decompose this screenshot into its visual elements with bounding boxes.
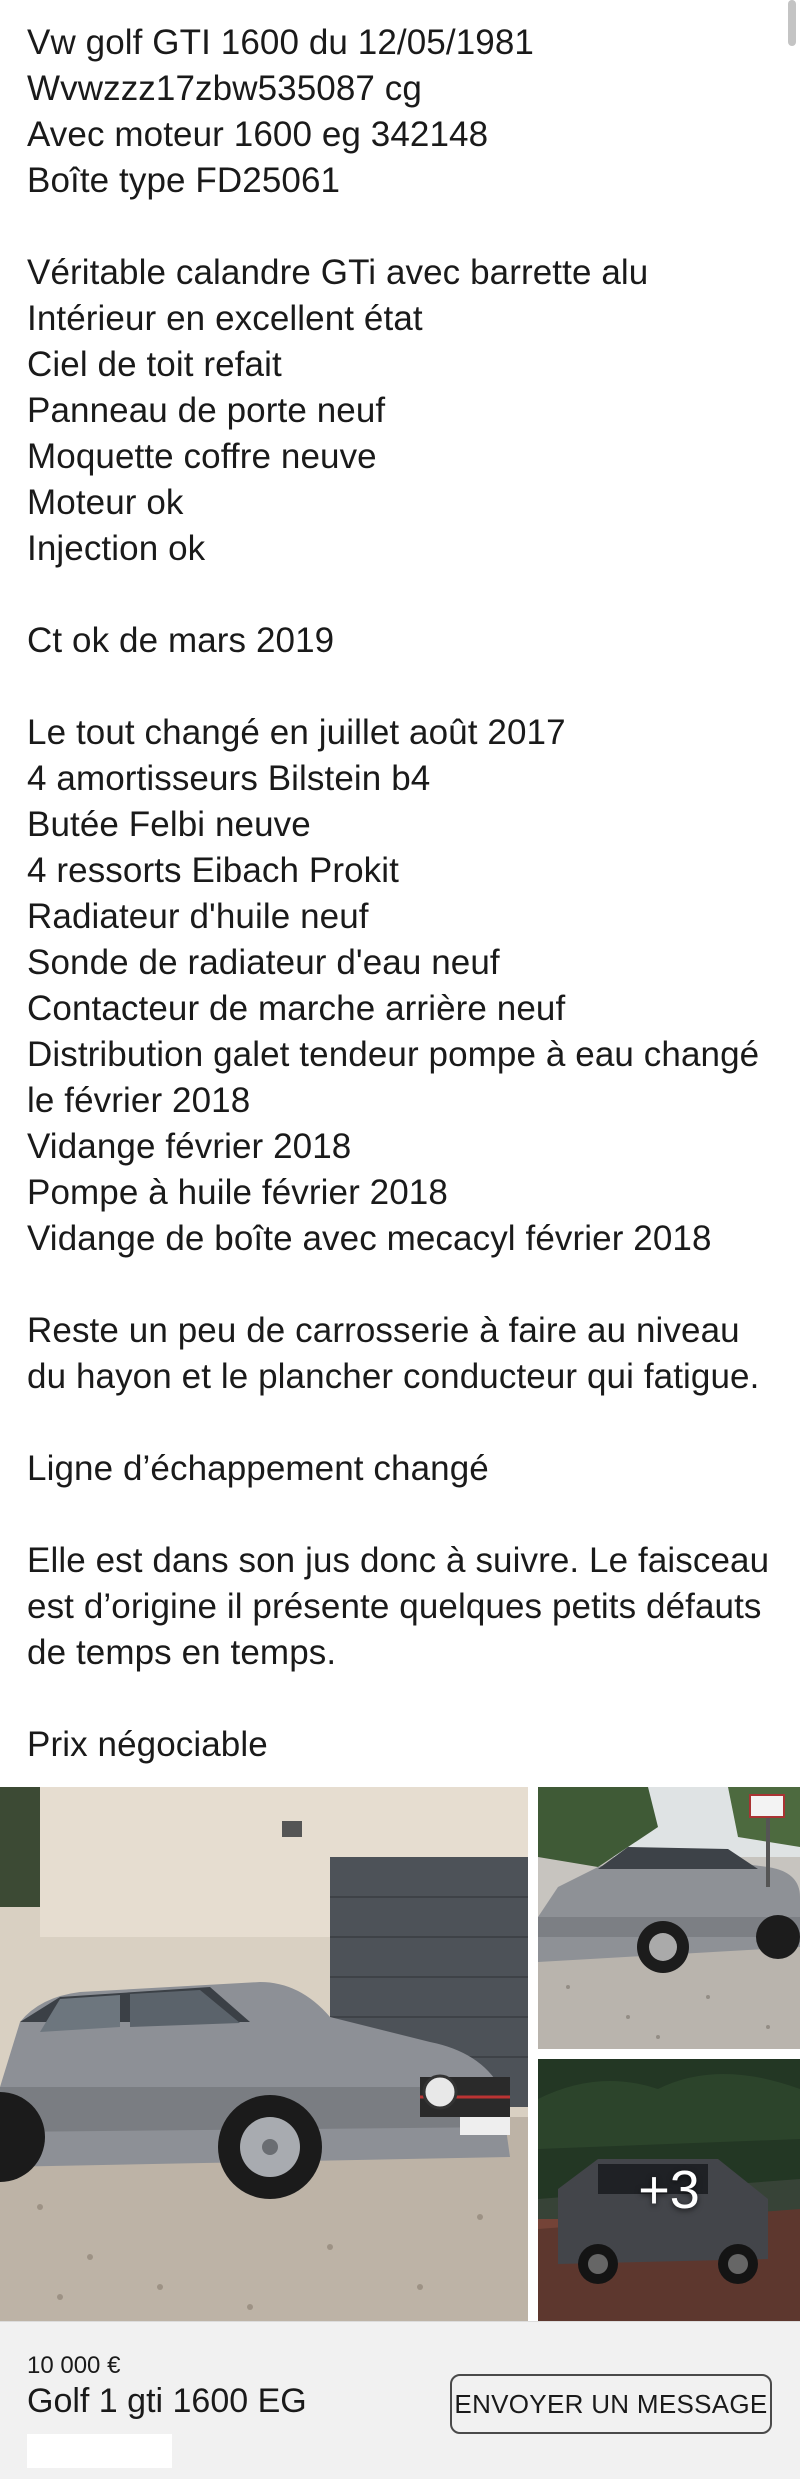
description-line: Reste un peu de carrosserie à faire au niveau <box>27 1311 740 1350</box>
listing-price: 10 000 € <box>27 2352 121 2379</box>
description-line: 4 amortisseurs Bilstein b4 <box>27 759 431 798</box>
description-line: Intérieur en excellent état <box>27 299 423 338</box>
scrollbar[interactable] <box>788 0 796 46</box>
description-line: du hayon et le plancher conducteur qui fatigue. <box>27 1357 760 1396</box>
more-photos-count: +3 <box>638 2160 700 2220</box>
description-line: 4 ressorts Eibach Prokit <box>27 851 399 890</box>
photo-gallery <box>0 1787 800 2321</box>
photo-thumbnail-more[interactable] <box>538 2059 800 2321</box>
listing-description <box>27 20 787 1768</box>
description-line: Wvwzzz17zbw535087 cg <box>27 69 422 108</box>
redacted-block <box>27 2434 172 2468</box>
bottom-action-bar <box>0 2321 800 2479</box>
description-line: est d’origine il présente quelques petits défauts <box>27 1587 762 1626</box>
photo-thumbnail-1[interactable] <box>538 1787 800 2049</box>
description-line: Pompe à huile février 2018 <box>27 1173 448 1212</box>
description-line: Elle est dans son jus donc à suivre. Le faisceau <box>27 1541 770 1580</box>
description-line: Injection ok <box>27 529 206 568</box>
description-line: Moteur ok <box>27 483 184 522</box>
description-blank-line <box>27 572 787 618</box>
description-line: Panneau de porte neuf <box>27 391 386 430</box>
description-line: Butée Felbi neuve <box>27 805 311 844</box>
description-blank-line <box>27 664 787 710</box>
description-line: Ct ok de mars 2019 <box>27 621 335 660</box>
photo-main[interactable] <box>0 1787 528 2321</box>
description-line: Ligne d’échappement changé <box>27 1449 489 1488</box>
description-line: Prix négociable <box>27 1725 268 1764</box>
description-line: Le tout changé en juillet août 2017 <box>27 713 566 752</box>
description-line: Contacteur de marche arrière neuf <box>27 989 566 1028</box>
description-blank-line <box>27 1400 787 1446</box>
description-blank-line <box>27 1492 787 1538</box>
description-line: Vidange février 2018 <box>27 1127 352 1166</box>
description-line: Ciel de toit refait <box>27 345 282 384</box>
description-line: de temps en temps. <box>27 1633 337 1672</box>
description-line: Avec moteur 1600 eg 342148 <box>27 115 489 154</box>
description-blank-line <box>27 204 787 250</box>
description-line: Moquette coffre neuve <box>27 437 377 476</box>
description-line: Radiateur d'huile neuf <box>27 897 369 936</box>
send-message-button[interactable]: ENVOYER UN MESSAGE <box>450 2374 772 2434</box>
description-blank-line <box>27 1262 787 1308</box>
description-line: Boîte type FD25061 <box>27 161 341 200</box>
description-line: Distribution galet tendeur pompe à eau changé <box>27 1035 760 1074</box>
description-line: le février 2018 <box>27 1081 251 1120</box>
description-line: Sonde de radiateur d'eau neuf <box>27 943 500 982</box>
description-line: Véritable calandre GTi avec barrette alu <box>27 253 649 292</box>
description-line: Vidange de boîte avec mecacyl février 2018 <box>27 1219 712 1258</box>
description-line: Vw golf GTI 1600 du 12/05/1981 <box>27 23 534 62</box>
description-blank-line <box>27 1676 787 1722</box>
listing-title: Golf 1 gti 1600 EG <box>27 2382 307 2420</box>
